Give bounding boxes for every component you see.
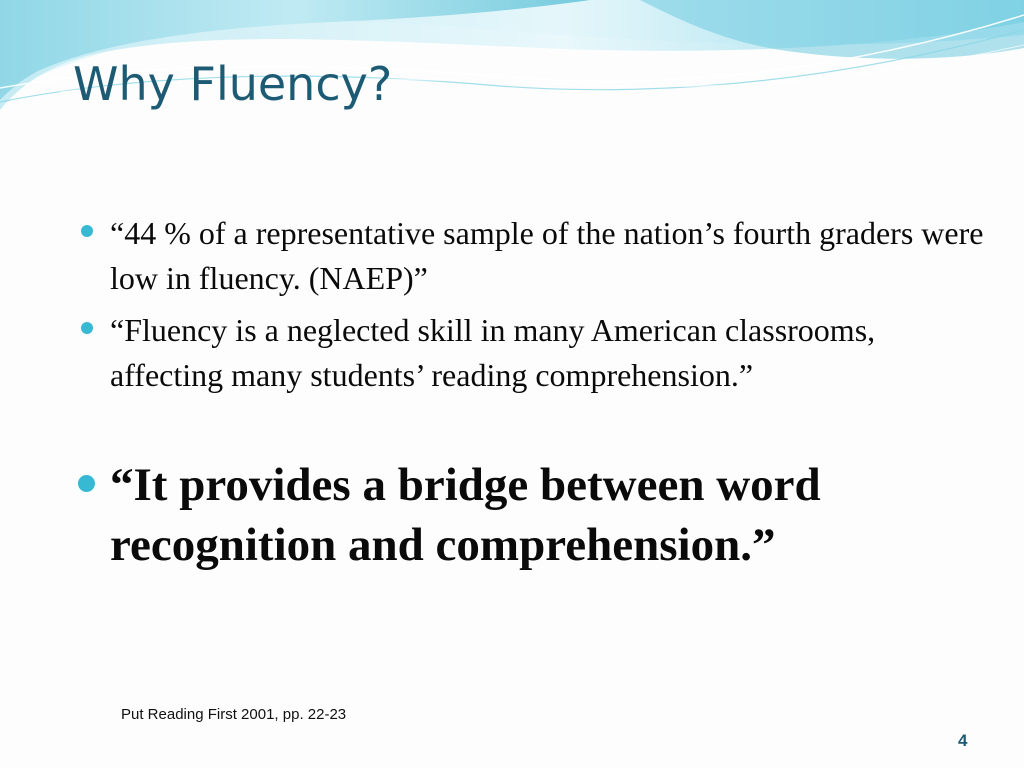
slide-title: Why Fluency? [73,57,393,111]
bullet-dot-icon [78,475,95,492]
bullet-item [110,211,990,301]
bullet-dot-icon [81,225,93,237]
bullet-dot-icon [81,322,93,334]
bullet-text: “Fluency is a neglected skill in many American classrooms, affecting many students’ reading comprehension.” [110,312,876,393]
bullet-text: “44 % of a representative sample of the nation’s fourth graders were low in fluency. (NAEP)” [110,215,984,296]
bullet-text: “It provides a bridge between word recognition and comprehension.” [110,459,821,571]
bullet-item [110,308,990,398]
source-citation: Put Reading First 2001, pp. 22-23 [121,706,347,723]
page-number: 4 [958,731,968,750]
bullet-item-emphasis [110,455,990,575]
